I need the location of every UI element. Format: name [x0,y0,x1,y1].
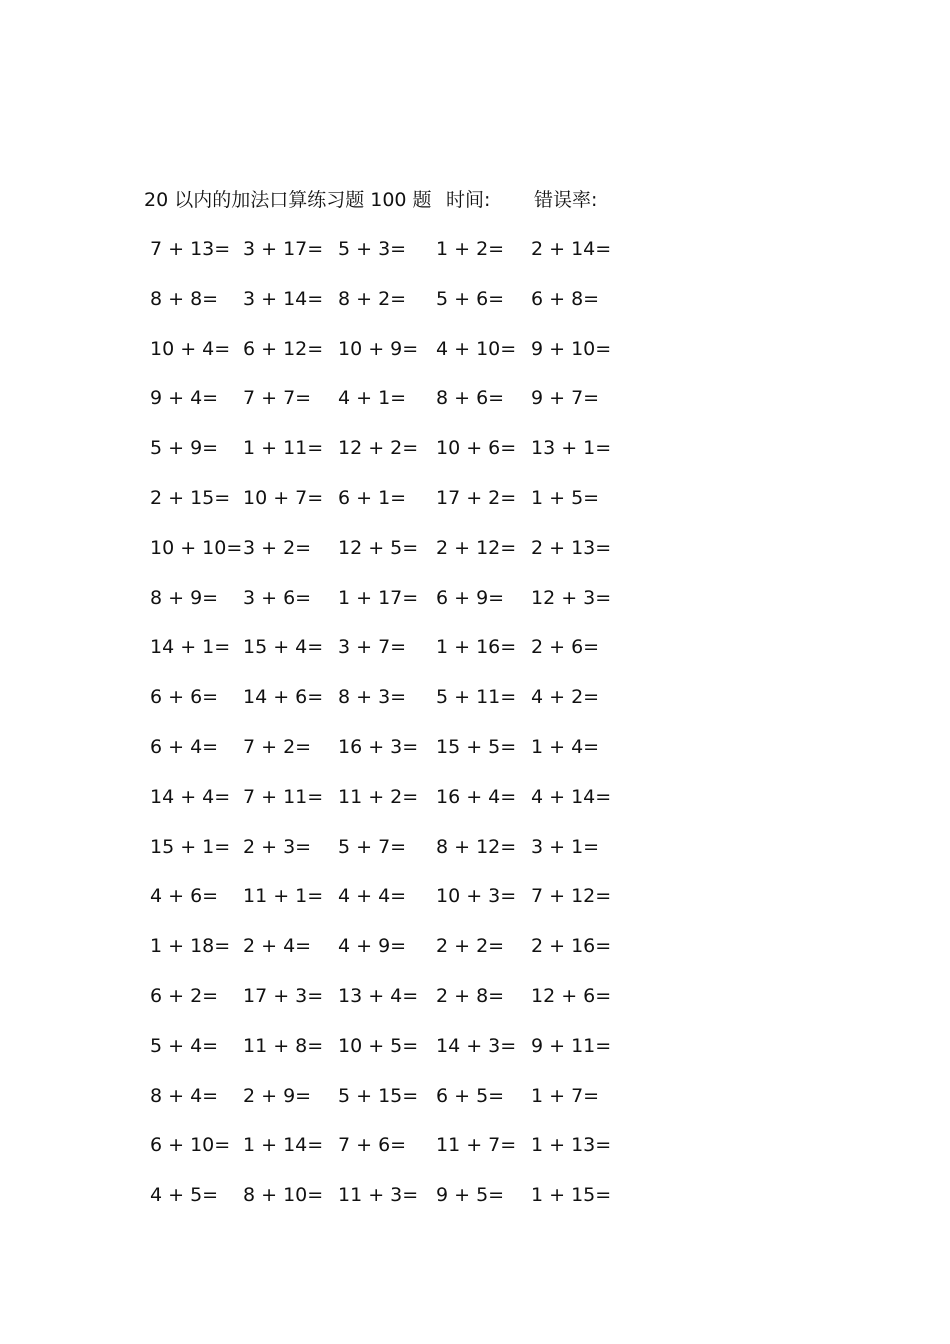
problem-item: 2 + 4= [243,935,312,958]
problem-item: 3 + 17= [243,238,324,260]
problem-item: 12 + 2= [338,437,419,460]
problem-item: 6 + 12= [243,337,324,360]
problem-row [146,383,646,433]
problem-item: 14 + 3= [436,1034,517,1057]
problem-item: 8 + 9= [150,586,219,609]
problem-item: 1 + 5= [531,486,600,509]
problem-item: 1 + 2= [436,238,505,260]
problem-item: 9 + 4= [150,387,219,410]
problem-item: 8 + 4= [150,1084,219,1107]
problem-item: 4 + 10= [436,337,517,360]
problem-item: 6 + 4= [150,735,219,758]
problem-item: 2 + 8= [436,984,505,1007]
problem-item: 2 + 6= [531,636,600,659]
problem-row [146,483,646,533]
problem-item: 1 + 18= [150,935,231,958]
problem-item: 13 + 1= [531,437,612,460]
problem-item: 9 + 10= [531,337,612,360]
problem-item: 5 + 9= [150,437,219,460]
problem-item: 4 + 1= [338,387,407,410]
problem-item: 7 + 12= [531,885,612,908]
problem-item: 11 + 2= [338,785,419,808]
problem-item: 7 + 7= [243,387,312,410]
problem-item: 1 + 16= [436,636,517,659]
problem-item: 5 + 11= [436,686,517,709]
problem-item: 10 + 10= [150,536,243,559]
problem-row [146,284,646,334]
problem-item: 16 + 4= [436,785,517,808]
problem-item: 2 + 15= [150,486,231,509]
problem-item: 8 + 3= [338,686,407,709]
problem-item: 12 + 6= [531,984,612,1007]
problem-item: 6 + 5= [436,1084,505,1107]
problem-item: 8 + 12= [436,835,517,858]
problem-item: 10 + 5= [338,1034,419,1057]
problem-item: 4 + 2= [531,686,600,709]
problem-item: 5 + 4= [150,1034,219,1057]
problem-row [146,732,646,782]
problem-item: 3 + 6= [243,586,312,609]
problem-item: 6 + 6= [150,686,219,709]
problem-item: 1 + 13= [531,1134,612,1157]
problem-item: 3 + 1= [531,835,600,858]
problem-item: 17 + 3= [243,984,324,1007]
problem-item: 8 + 6= [436,387,505,410]
problem-item: 14 + 4= [150,785,231,808]
problem-item: 15 + 1= [150,835,231,858]
problem-item: 16 + 3= [338,735,419,758]
problem-item: 4 + 6= [150,885,219,908]
problem-item: 2 + 2= [436,935,505,958]
problem-item: 11 + 1= [243,885,324,908]
problem-item: 6 + 8= [531,287,600,310]
problem-item: 4 + 5= [150,1184,219,1207]
problem-item: 14 + 1= [150,636,231,659]
problem-item: 7 + 2= [243,735,312,758]
error-rate-label: 错误率: [534,189,598,211]
time-label: 时间: [446,189,491,211]
problem-item: 3 + 14= [243,287,324,310]
problem-row [146,1180,646,1230]
problem-item: 10 + 9= [338,337,419,360]
problem-item: 11 + 7= [436,1134,517,1157]
problem-row [146,583,646,633]
problem-row [146,1081,646,1131]
problem-item: 10 + 4= [150,337,231,360]
problem-row [146,931,646,981]
problem-item: 1 + 15= [531,1184,612,1207]
problem-item: 3 + 2= [243,536,312,559]
worksheet-title: 20 以内的加法口算练习题 100 题 [144,189,432,211]
problem-item: 8 + 8= [150,287,219,310]
problem-item: 9 + 11= [531,1034,612,1057]
problem-item: 2 + 13= [531,536,612,559]
problem-row [146,334,646,384]
problem-item: 4 + 14= [531,785,612,808]
problem-item: 10 + 6= [436,437,517,460]
problem-item: 11 + 8= [243,1034,324,1057]
problem-item: 2 + 3= [243,835,312,858]
problem-item: 7 + 11= [243,785,324,808]
problem-item: 7 + 6= [338,1134,407,1157]
problem-item: 1 + 11= [243,437,324,460]
problem-item: 1 + 17= [338,586,419,609]
problem-item: 8 + 10= [243,1184,324,1207]
problem-row [146,881,646,931]
problem-item: 14 + 6= [243,686,324,709]
problem-item: 15 + 5= [436,735,517,758]
problem-row [146,782,646,832]
problem-item: 1 + 7= [531,1084,600,1107]
problem-item: 4 + 9= [338,935,407,958]
problem-item: 10 + 7= [243,486,324,509]
problem-row [146,832,646,882]
problem-row [146,433,646,483]
problem-row [146,1031,646,1081]
problem-row [146,533,646,583]
problem-item: 11 + 3= [338,1184,419,1207]
problem-item: 2 + 14= [531,238,612,260]
problem-item: 9 + 5= [436,1184,505,1207]
problem-item: 2 + 9= [243,1084,312,1107]
problem-item: 10 + 3= [436,885,517,908]
problem-grid [146,234,646,1230]
problem-item: 2 + 12= [436,536,517,559]
problem-item: 12 + 5= [338,536,419,559]
problem-item: 5 + 6= [436,287,505,310]
problem-item: 17 + 2= [436,486,517,509]
problem-row [146,234,646,284]
problem-item: 2 + 16= [531,935,612,958]
problem-item: 1 + 14= [243,1134,324,1157]
problem-row [146,1130,646,1180]
problem-item: 6 + 2= [150,984,219,1007]
problem-row [146,682,646,732]
problem-item: 3 + 7= [338,636,407,659]
problem-item: 12 + 3= [531,586,612,609]
problem-item: 6 + 9= [436,586,505,609]
problem-item: 4 + 4= [338,885,407,908]
problem-item: 6 + 10= [150,1134,231,1157]
problem-item: 6 + 1= [338,486,407,509]
problem-item: 13 + 4= [338,984,419,1007]
problem-row [146,981,646,1031]
problem-item: 7 + 13= [150,238,231,260]
problem-item: 1 + 4= [531,735,600,758]
problem-item: 5 + 15= [338,1084,419,1107]
problem-item: 5 + 3= [338,238,407,260]
problem-item: 8 + 2= [338,287,407,310]
problem-item: 5 + 7= [338,835,407,858]
problem-item: 15 + 4= [243,636,324,659]
problem-row [146,632,646,682]
problem-item: 9 + 7= [531,387,600,410]
